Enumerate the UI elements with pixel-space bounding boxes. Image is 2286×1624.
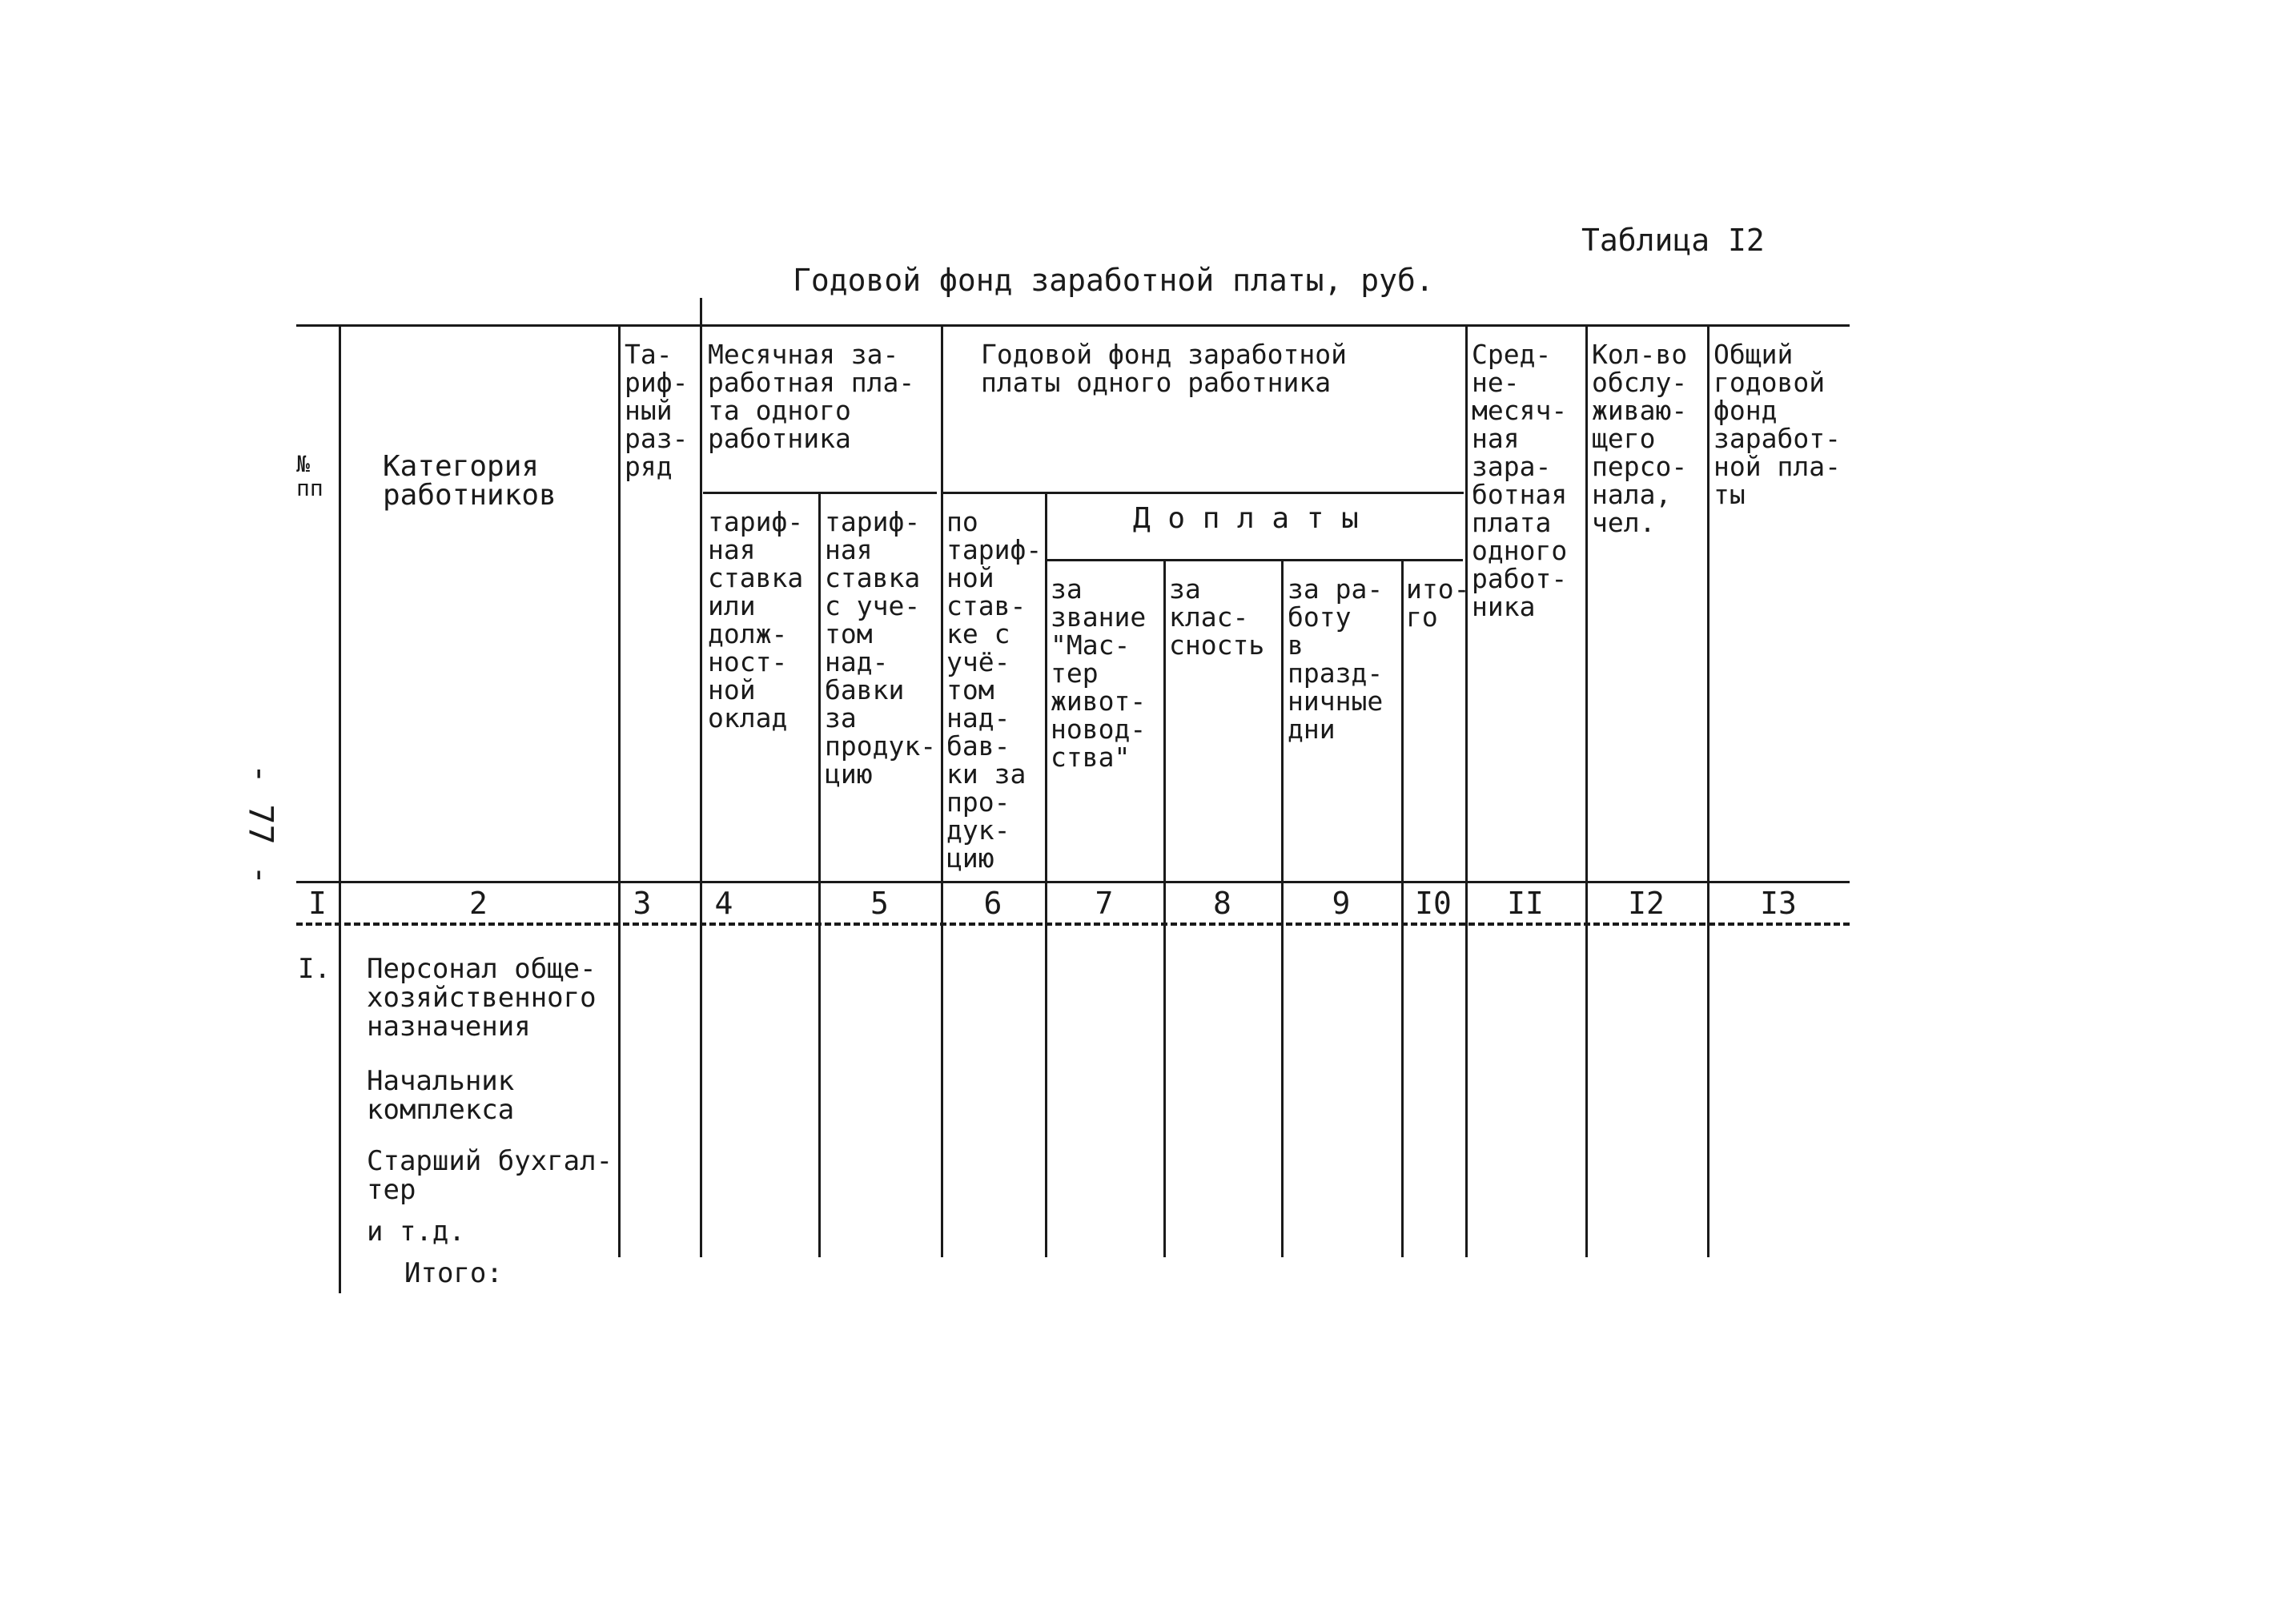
column-number: 7 (1095, 886, 1114, 921)
header-col-13: Общий годовой фонд заработ- ной пла- ты (1713, 339, 1841, 510)
header-number: № пп (296, 451, 323, 501)
col-line-5 (941, 324, 943, 1257)
column-number-top-rule (296, 881, 1850, 883)
row-total: Итого: (404, 1257, 503, 1289)
column-number: I2 (1628, 886, 1665, 921)
column-number: I0 (1415, 886, 1452, 921)
col-line-1 (339, 324, 341, 1293)
header-col-12: Кол-во обслу- живаю- щего персо- нала, чел. (1592, 339, 1688, 538)
header-annual-group: Годовой фонд заработной платы одного работника (981, 339, 1347, 398)
column-number: II (1507, 886, 1544, 921)
column-number: 3 (633, 886, 652, 921)
header-monthly-group: Месячная за- работная пла- та одного работника (708, 339, 915, 454)
col-line-10 (1465, 324, 1468, 1257)
table-label: Таблица I2 (1581, 223, 1765, 258)
annual-sub-rule (943, 492, 1464, 494)
header-category: Категория работников (383, 450, 556, 512)
column-number: 4 (714, 886, 733, 921)
row-item-director: Начальник комплекса (367, 1065, 515, 1126)
header-col-6: по тариф- ной став- ке с учё- том над- бав- ки за про- дук- цию (946, 506, 1043, 874)
col-line-2 (618, 324, 621, 1257)
section-number: I. (298, 953, 331, 985)
col-line-12 (1707, 324, 1709, 1257)
header-col-10: ито- го (1406, 573, 1470, 633)
column-number: 5 (870, 886, 889, 921)
header-tariff-grade: Та- риф- ный раз- ряд (625, 339, 689, 482)
column-number: I3 (1760, 886, 1797, 921)
page-number: - 77 - (241, 763, 281, 886)
table-title: Годовой фонд заработной платы, руб. (793, 263, 1434, 298)
header-col-7: за звание "Мас- тер живот- новод- ства" (1051, 573, 1147, 773)
column-number-bottom-rule (296, 923, 1850, 926)
row-item-etc: и т.д. (367, 1216, 465, 1248)
header-bonus-group: Д о п л а т ы (1133, 502, 1359, 535)
col-line-3 (700, 298, 702, 1257)
column-number: I (308, 886, 327, 921)
header-col-8: за клас- сность (1169, 573, 1265, 661)
header-top-rule (296, 324, 1850, 327)
section-title: Персонал обще- хозяйственного назначения (367, 953, 597, 1043)
column-number: 8 (1213, 886, 1231, 921)
header-col-11: Сред- не- месяч- ная зара- ботная плата одного работ- ника (1472, 339, 1568, 622)
col-line-4 (818, 492, 821, 1257)
header-col-4: тариф- ная ставка или долж- ност- ной оклад (708, 506, 804, 734)
col-line-11 (1585, 324, 1588, 1257)
column-number: 6 (983, 886, 1002, 921)
row-item-accountant: Старший бухгал- тер (367, 1145, 613, 1206)
bonus-sub-rule (1045, 559, 1463, 561)
column-number: 9 (1332, 886, 1351, 921)
header-col-5: тариф- ная ставка с уче- том над- бавки за продук- цию (825, 506, 937, 790)
col-line-6 (1045, 492, 1047, 1257)
header-col-9: за ра- боту в празд- ничные дни (1288, 573, 1384, 745)
column-number: 2 (469, 886, 488, 921)
